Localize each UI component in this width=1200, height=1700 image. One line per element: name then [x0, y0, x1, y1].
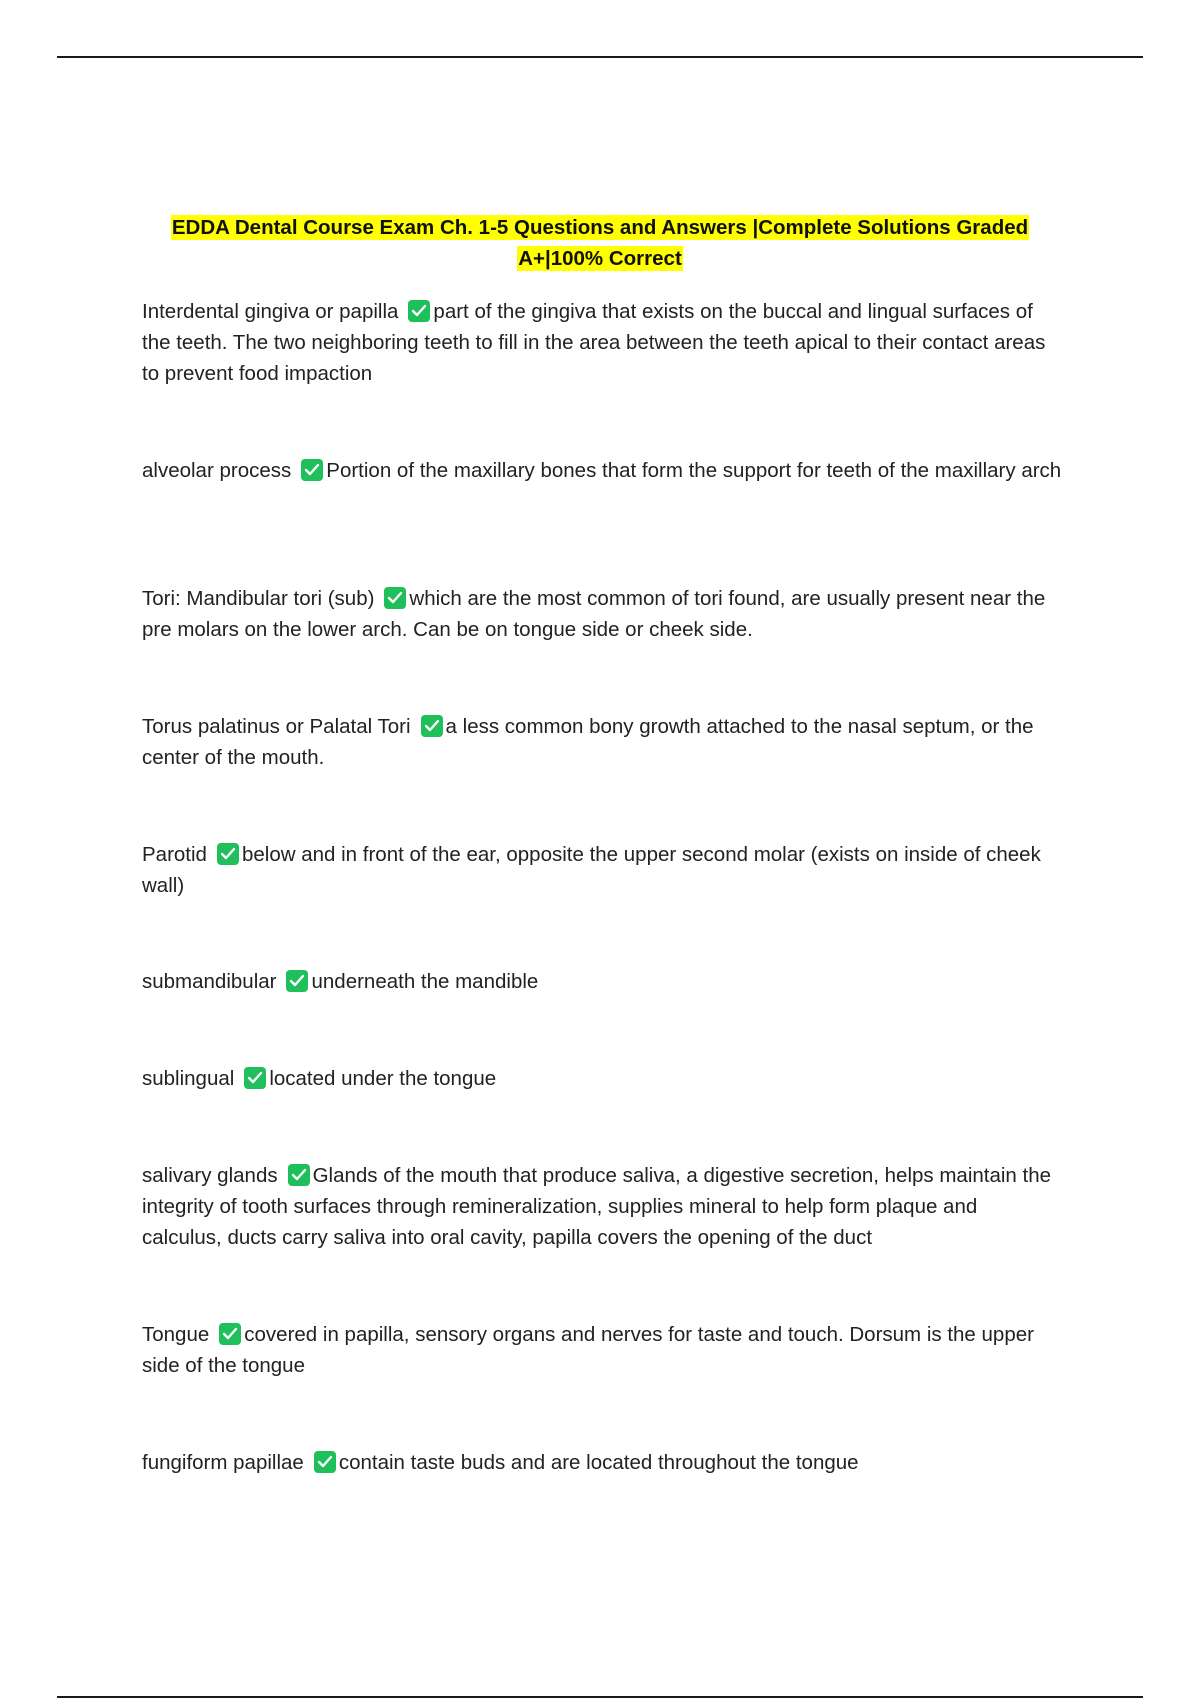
qa-term: Tori: Mandibular tori (sub)	[142, 587, 375, 610]
qa-item	[142, 966, 1062, 997]
qa-answer: Glands of the mouth that produce saliva, a digestive secretion, helps maintain the integrity of tooth surfaces through remineralization, supplies mineral to help form plaque and calculus, ducts carry saliva into oral cavity, papilla covers the opening of the duct	[142, 1164, 1052, 1249]
qa-answer: underneath the mandible	[311, 970, 539, 993]
qa-answer: below and in front of the ear, opposite the upper second molar (exists on inside of cheek wall)	[142, 843, 1041, 897]
qa-answer: a less common bony growth attached to the nasal septum, or the center of the mouth.	[142, 715, 1034, 769]
qa-item	[142, 839, 1062, 901]
qa-term: Torus palatinus or Palatal Tori	[142, 715, 411, 738]
qa-term: submandibular	[142, 970, 277, 993]
qa-answer: contain taste buds and are located throughout the tongue	[338, 1451, 859, 1474]
qa-item	[142, 583, 1062, 645]
qa-item	[142, 1319, 1062, 1381]
checkmark-icon	[384, 587, 406, 609]
checkmark-icon	[219, 1323, 241, 1345]
qa-term: salivary glands	[142, 1164, 278, 1187]
qa-item	[142, 1447, 1062, 1478]
checkmark-icon	[244, 1067, 266, 1089]
qa-term: Parotid	[142, 843, 207, 866]
title-line-1: EDDA Dental Course Exam Ch. 1-5 Questions and Answers |Complete Solutions Graded	[171, 216, 1029, 239]
checkmark-icon	[408, 300, 430, 322]
checkmark-icon	[314, 1451, 336, 1473]
qa-term: fungiform papillae	[142, 1451, 304, 1474]
qa-item	[142, 1160, 1062, 1253]
qa-answer: which are the most common of tori found, are usually present near the pre molars on the lower arch. Can be on tongue side or cheek side.	[142, 587, 1046, 641]
qa-term: Tongue	[142, 1323, 210, 1346]
qa-item	[142, 711, 1062, 773]
footer-rule	[57, 1696, 1143, 1698]
checkmark-icon	[286, 970, 308, 992]
qa-answer: Portion of the maxillary bones that form the support for teeth of the maxillary arch	[326, 459, 1062, 482]
qa-item	[142, 296, 1062, 389]
qa-item	[142, 455, 1062, 486]
checkmark-icon	[288, 1164, 310, 1186]
qa-answer: located under the tongue	[269, 1067, 497, 1090]
qa-item	[142, 1063, 1062, 1094]
qa-term: Interdental gingiva or papilla	[142, 300, 399, 323]
qa-answer: covered in papilla, sensory organs and nerves for taste and touch. Dorsum is the upper side of the tongue	[142, 1323, 1034, 1377]
title-line-2: A+|100% Correct	[518, 247, 682, 270]
qa-term: sublingual	[142, 1067, 235, 1090]
checkmark-icon	[217, 843, 239, 865]
checkmark-icon	[421, 715, 443, 737]
checkmark-icon	[301, 459, 323, 481]
qa-term: alveolar process	[142, 459, 292, 482]
document-title	[140, 212, 1060, 274]
header-rule	[57, 56, 1143, 58]
qa-answer: part of the gingiva that exists on the buccal and lingual surfaces of the teeth. The two neighboring teeth to fill in the area between the teeth apical to their contact areas to prevent food impaction	[142, 300, 1046, 385]
